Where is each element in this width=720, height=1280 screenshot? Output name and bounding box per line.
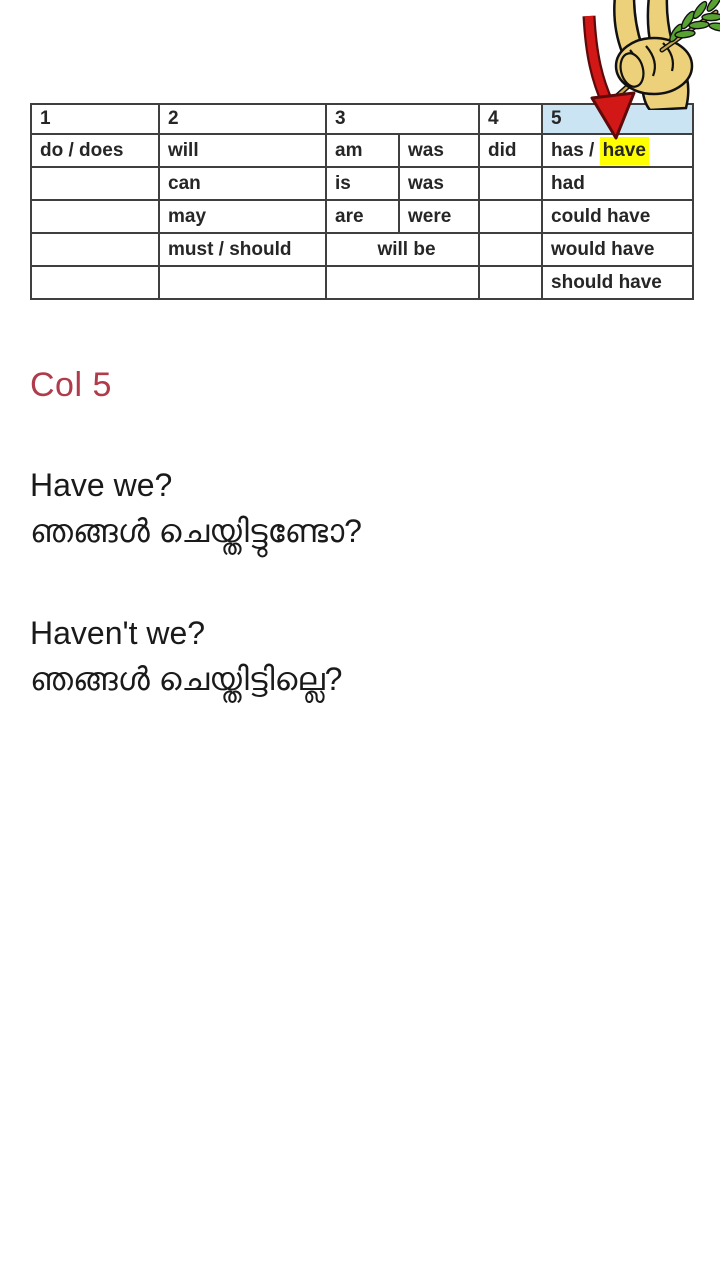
has-slash-text: has / — [551, 139, 600, 161]
question-english-1: Have we? — [30, 467, 173, 503]
table-cell: were — [399, 200, 479, 233]
table-cell — [479, 200, 542, 233]
table-cell: would have — [542, 233, 693, 266]
table-cell: must / should — [159, 233, 326, 266]
table-header-col4: 4 — [479, 104, 542, 134]
table-cell: may — [159, 200, 326, 233]
table-cell: could have — [542, 200, 693, 233]
table-row — [31, 266, 693, 299]
table-header-col5: 5 — [542, 104, 693, 134]
table-row — [31, 200, 693, 233]
highlighted-have-text: have — [600, 137, 649, 165]
table-cell — [159, 266, 326, 299]
table-cell: should have — [542, 266, 693, 299]
table-header-col1: 1 — [31, 104, 159, 134]
table-cell — [31, 167, 159, 200]
table-cell: can — [159, 167, 326, 200]
table-cell — [31, 266, 159, 299]
table-cell: will — [159, 134, 326, 167]
table-cell: do / does — [31, 134, 159, 167]
table-cell — [31, 200, 159, 233]
curved-arrow-icon — [575, 10, 645, 145]
table-cell: am — [326, 134, 399, 167]
table-cell: are — [326, 200, 399, 233]
table-cell — [31, 233, 159, 266]
olive-branch-leaves — [668, 0, 720, 43]
table-cell — [479, 167, 542, 200]
table-cell: did — [479, 134, 542, 167]
table-cell: was — [399, 167, 479, 200]
question-translation-block — [30, 462, 690, 702]
question-english-2: Haven't we? — [30, 615, 206, 651]
section-heading: Col 5 — [30, 366, 112, 404]
table-cell-will-be: will be — [326, 233, 479, 266]
table-cell: had — [542, 167, 693, 200]
table-header-col2: 2 — [159, 104, 326, 134]
red-arrow-icon — [575, 10, 645, 145]
table-cell: is — [326, 167, 399, 200]
table-row — [31, 233, 693, 266]
table-cell: was — [399, 134, 479, 167]
table-cell — [326, 266, 479, 299]
translation-malayalam-2: ഞങ്ങൾ ചെയ്തിട്ടില്ലെ? — [30, 661, 343, 697]
table-row — [31, 167, 693, 200]
table-header-col3: 3 — [326, 104, 479, 134]
translation-malayalam-1: ഞങ്ങൾ ചെയ്തിട്ടുണ്ടോ? — [30, 513, 362, 549]
table-cell — [479, 233, 542, 266]
table-cell — [479, 266, 542, 299]
